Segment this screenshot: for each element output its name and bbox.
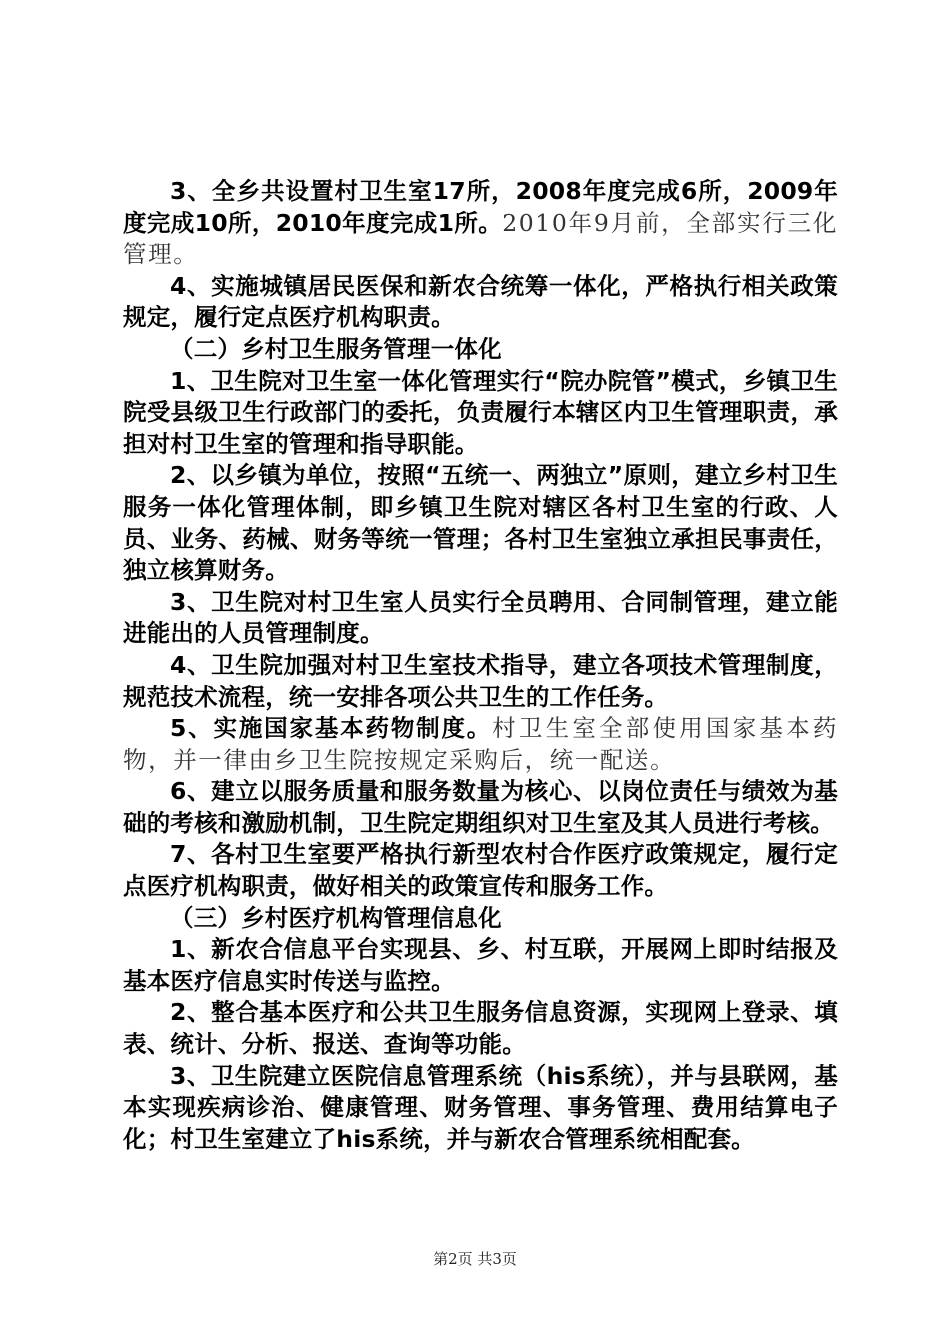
document-body (123, 176, 838, 1155)
paragraph-4: 2、以乡镇为单位，按照“五统一、两独立”原则，建立乡村卫生服务一体化管理体制，即乡镇卫生院对辖区各村卫生室的行政、人员、业务、药械、财务等统一管理；各村卫生室独立承担民事责任，独立核算财务。 (123, 461, 838, 585)
paragraph-12: 3、卫生院建立医院信息管理系统（his系统），并与县联网，基本实现疾病诊治、健康管理、财务管理、事务管理、费用结算电子化；村卫生室建立了his系统，并与新农合管理系统相配套。 (123, 1061, 838, 1153)
paragraph-2: 4、实施城镇居民医保和新农合统筹一体化，严格执行相关政策规定，履行定点医疗机构职责。 (123, 271, 838, 332)
paragraph-9: 7、各村卫生室要严格执行新型农村合作医疗政策规定，履行定点医疗机构职责，做好相关的政策宣传和服务工作。 (123, 840, 838, 901)
paragraph-5: 3、卫生院对村卫生室人员实行全员聘用、合同制管理，建立能进能出的人员管理制度。 (123, 587, 838, 648)
section-heading-2: （二）乡村卫生服务管理一体化 (170, 334, 502, 363)
paragraph-1: 3、全乡共设置村卫生室17所，2008年度完成6所，2009年度完成10所，2010年度完成1所。2010年9月前，全部实行三化管理。 (123, 177, 838, 269)
paragraph-8: 6、建立以服务质量和服务数量为核心、以岗位责任与绩效为基础的考核和激励机制，卫生院定期组织对卫生室及其人员进行考核。 (123, 777, 838, 837)
paragraph-7: 5、实施国家基本药物制度。村卫生室全部使用国家基本药物，并一律由乡卫生院按规定采购后，统一配送。 (123, 714, 838, 774)
section-heading-3: （三）乡村医疗机构管理信息化 (170, 903, 502, 932)
paragraph-6: 4、卫生院加强对村卫生室技术指导，建立各项技术管理制度，规范技术流程，统一安排各项公共卫生的工作任务。 (123, 650, 838, 711)
paragraph-11: 2、整合基本医疗和公共卫生服务信息资源，实现网上登录、填表、统计、分析、报送、查询等功能。 (123, 998, 838, 1059)
paragraph-10: 1、新农合信息平台实现县、乡、村互联，开展网上即时结报及基本医疗信息实时传送与监控。 (123, 935, 838, 995)
page-footer: 第2页 共3页 (433, 1250, 517, 1268)
paragraph-3: 1、卫生院对卫生室一体化管理实行“院办院管”模式，乡镇卫生院受县级卫生行政部门的委托，负责履行本辖区内卫生管理职责，承担对村卫生室的管理和指导职能。 (123, 366, 838, 458)
